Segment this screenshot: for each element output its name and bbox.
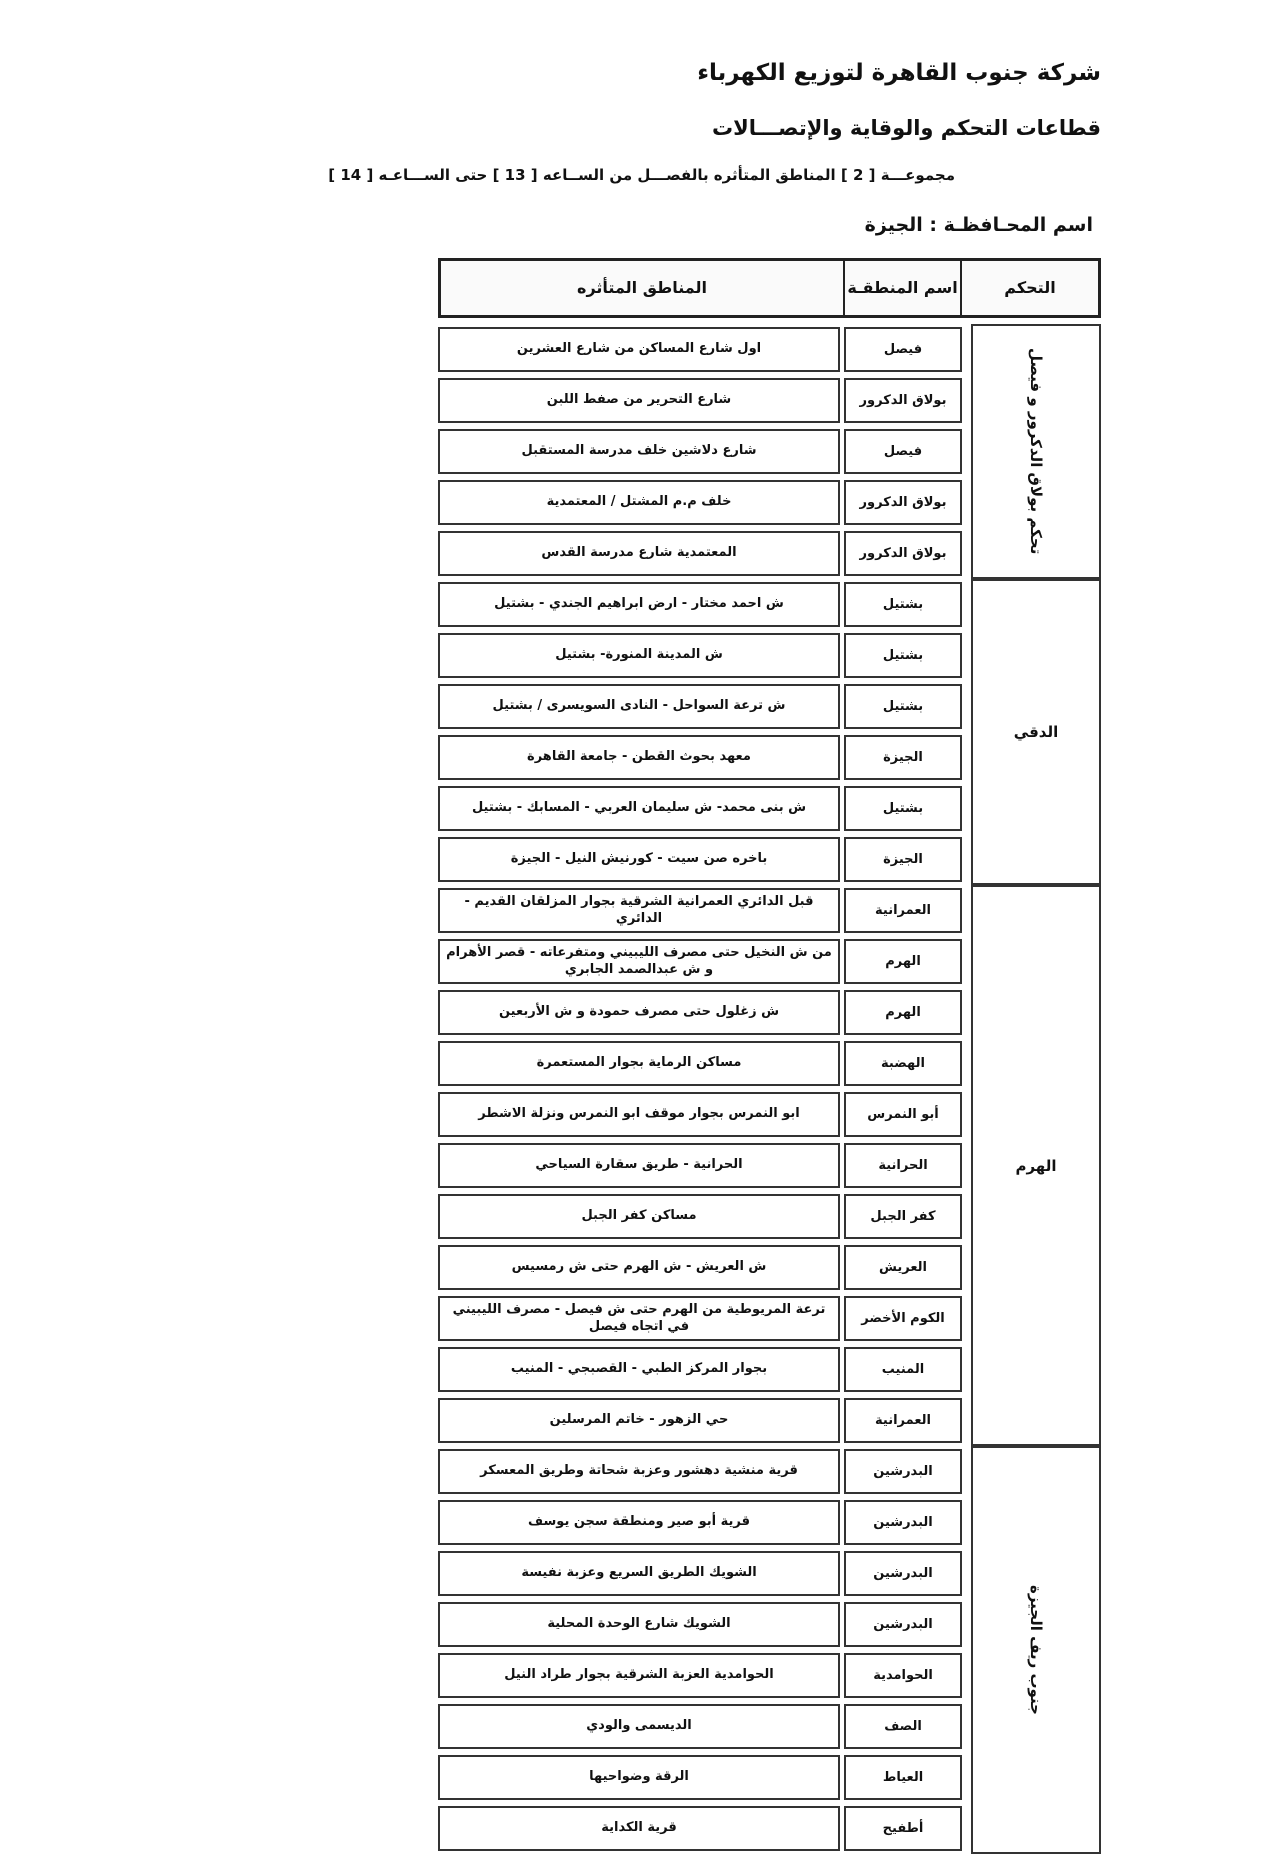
region-cell: الجيزة bbox=[844, 735, 962, 780]
affected-area-cell: ترعة المريوطية من الهرم حتى ش فيصل - مصرف الليبيني في اتجاه فيصل bbox=[438, 1296, 840, 1341]
control-label: الدقي bbox=[1013, 723, 1059, 741]
table-row bbox=[438, 1446, 1101, 1497]
region-cell: بولاق الدكرور bbox=[844, 378, 962, 423]
affected-area-cell: ش احمد مختار - ارض ابراهيم الجندي - بشتيل bbox=[438, 582, 840, 627]
table-row bbox=[438, 1497, 1101, 1548]
region-cell: البدرشين bbox=[844, 1602, 962, 1647]
affected-area-cell: المعتمدية شارع مدرسة القدس bbox=[438, 531, 840, 576]
region-cell: الجيزة bbox=[844, 837, 962, 882]
region-cell: أبو النمرس bbox=[844, 1092, 962, 1137]
region-cell: بولاق الدكرور bbox=[844, 480, 962, 525]
affected-area-cell: ش ترعة السواحل - النادى السويسرى / بشتيل bbox=[438, 684, 840, 729]
affected-area-cell: شارع التحرير من صفط اللبن bbox=[438, 378, 840, 423]
affected-area-cell: ش زغلول حتى مصرف حمودة و ش الأربعين bbox=[438, 990, 840, 1035]
region-cell: المنيب bbox=[844, 1347, 962, 1392]
table-row bbox=[438, 1242, 1101, 1293]
control-label: تحكم بولاق الدكرور و فيصل bbox=[1027, 348, 1045, 555]
header-control: التحكم bbox=[1004, 278, 1056, 297]
table-row bbox=[438, 1089, 1101, 1140]
region-cell: بولاق الدكرور bbox=[844, 531, 962, 576]
table-row bbox=[438, 1293, 1101, 1344]
control-group bbox=[438, 324, 1101, 579]
group-time-line: مجموعـــة [ 2 ] المناطق المتأثره بالفصـــل من الســاعه [ 13 ] حتى الســـاعـه [ 14 ] bbox=[328, 166, 955, 184]
header-region: اسم المنطقـة bbox=[845, 261, 962, 315]
control-group bbox=[438, 1446, 1101, 1854]
affected-area-cell: مساكن الرماية بجوار المستعمرة bbox=[438, 1041, 840, 1086]
affected-area-cell: قبل الدائري العمرانية الشرقية بجوار المزلقان القديم - الدائري bbox=[438, 888, 840, 933]
affected-area-cell: مساكن كفر الجبل bbox=[438, 1194, 840, 1239]
table-row bbox=[438, 1752, 1101, 1803]
table-row bbox=[438, 783, 1101, 834]
region-cell: العياط bbox=[844, 1755, 962, 1800]
control-label: جنوب ريف الجيزة bbox=[1027, 1585, 1045, 1715]
region-cell: أطفيح bbox=[844, 1806, 962, 1851]
region-cell: الصف bbox=[844, 1704, 962, 1749]
table-row bbox=[438, 477, 1101, 528]
affected-area-cell: الرقة وضواحيها bbox=[438, 1755, 840, 1800]
table-row bbox=[438, 834, 1101, 885]
table-row bbox=[438, 1344, 1101, 1395]
region-cell: البدرشين bbox=[844, 1500, 962, 1545]
sectors-subtitle: قطاعات التحكم والوقاية والإتصـــالات bbox=[711, 116, 1101, 140]
table-row bbox=[438, 579, 1101, 630]
affected-area-cell: من ش النخيل حتى مصرف الليبيني ومتفرعاته - قصر الأهرام و ش عبدالصمد الجابري bbox=[438, 939, 840, 984]
region-cell: كفر الجبل bbox=[844, 1194, 962, 1239]
control-group bbox=[438, 885, 1101, 1446]
table-body bbox=[438, 324, 1101, 1854]
affected-area-cell: اول شارع المساكن من شارع العشرين bbox=[438, 327, 840, 372]
header-areas: المناطق المتأثره bbox=[441, 261, 845, 315]
affected-areas-table bbox=[438, 258, 1101, 1854]
region-cell: الهضبة bbox=[844, 1041, 962, 1086]
table-row bbox=[438, 1395, 1101, 1446]
table-row bbox=[438, 681, 1101, 732]
table-row bbox=[438, 528, 1101, 579]
table-row bbox=[438, 732, 1101, 783]
region-cell: بشتيل bbox=[844, 684, 962, 729]
region-cell: البدرشين bbox=[844, 1551, 962, 1596]
affected-area-cell: قرية أبو صير ومنطقة سجن يوسف bbox=[438, 1500, 840, 1545]
table-row bbox=[438, 1701, 1101, 1752]
region-cell: البدرشين bbox=[844, 1449, 962, 1494]
table-row bbox=[438, 987, 1101, 1038]
affected-area-cell: الشويك شارع الوحدة المحلية bbox=[438, 1602, 840, 1647]
table-row bbox=[438, 936, 1101, 987]
affected-area-cell: الحوامدية العزبة الشرقية بجوار طراد النيل bbox=[438, 1653, 840, 1698]
control-group bbox=[438, 579, 1101, 885]
affected-area-cell: باخره صن سيت - كورنيش النيل - الجيزة bbox=[438, 837, 840, 882]
affected-area-cell: قرية الكداية bbox=[438, 1806, 840, 1851]
affected-area-cell: خلف م.م المشتل / المعتمدية bbox=[438, 480, 840, 525]
table-row bbox=[438, 324, 1101, 375]
affected-area-cell: الديسمى والودي bbox=[438, 1704, 840, 1749]
region-cell: بشتيل bbox=[844, 633, 962, 678]
region-cell: العريش bbox=[844, 1245, 962, 1290]
region-cell: الكوم الأخضر bbox=[844, 1296, 962, 1341]
company-title: شركة جنوب القاهرة لتوزيع الكهرباء bbox=[697, 60, 1101, 86]
control-label: الهرم bbox=[1015, 1156, 1057, 1175]
table-row bbox=[438, 630, 1101, 681]
table-row bbox=[438, 1191, 1101, 1242]
region-cell: الهرم bbox=[844, 990, 962, 1035]
region-cell: العمرانية bbox=[844, 888, 962, 933]
affected-area-cell: ش بنى محمد- ش سليمان العربي - المسابك - بشتيل bbox=[438, 786, 840, 831]
table-row bbox=[438, 1038, 1101, 1089]
affected-area-cell: معهد بحوث القطن - جامعة القاهرة bbox=[438, 735, 840, 780]
governorate-label: اسم المحـافظـة : الجيزة bbox=[864, 214, 1093, 236]
table-row bbox=[438, 1803, 1101, 1854]
table-header bbox=[438, 258, 1101, 318]
affected-area-cell: الحرانية - طريق سقارة السياحي bbox=[438, 1143, 840, 1188]
affected-area-cell: شارع دلاشين خلف مدرسة المستقبل bbox=[438, 429, 840, 474]
table-row bbox=[438, 1650, 1101, 1701]
affected-area-cell: ابو النمرس بجوار موقف ابو النمرس ونزلة الاشطر bbox=[438, 1092, 840, 1137]
region-cell: بشتيل bbox=[844, 786, 962, 831]
affected-area-cell: قرية منشية دهشور وعزبة شحاتة وطريق المعسكر bbox=[438, 1449, 840, 1494]
region-cell: فيصل bbox=[844, 429, 962, 474]
region-cell: فيصل bbox=[844, 327, 962, 372]
table-row bbox=[438, 426, 1101, 477]
table-row bbox=[438, 1548, 1101, 1599]
region-cell: الحوامدية bbox=[844, 1653, 962, 1698]
region-cell: العمرانية bbox=[844, 1398, 962, 1443]
region-cell: الحرانية bbox=[844, 1143, 962, 1188]
region-cell: بشتيل bbox=[844, 582, 962, 627]
region-cell: الهرم bbox=[844, 939, 962, 984]
table-row bbox=[438, 1140, 1101, 1191]
table-row bbox=[438, 1599, 1101, 1650]
affected-area-cell: بجوار المركز الطبي - القصبجي - المنيب bbox=[438, 1347, 840, 1392]
affected-area-cell: ش العريش - ش الهرم حتى ش رمسيس bbox=[438, 1245, 840, 1290]
table-row bbox=[438, 885, 1101, 936]
affected-area-cell: حي الزهور - خاتم المرسلين bbox=[438, 1398, 840, 1443]
table-row bbox=[438, 375, 1101, 426]
affected-area-cell: ش المدينة المنورة- بشتيل bbox=[438, 633, 840, 678]
affected-area-cell: الشويك الطريق السريع وعزبة نفيسة bbox=[438, 1551, 840, 1596]
